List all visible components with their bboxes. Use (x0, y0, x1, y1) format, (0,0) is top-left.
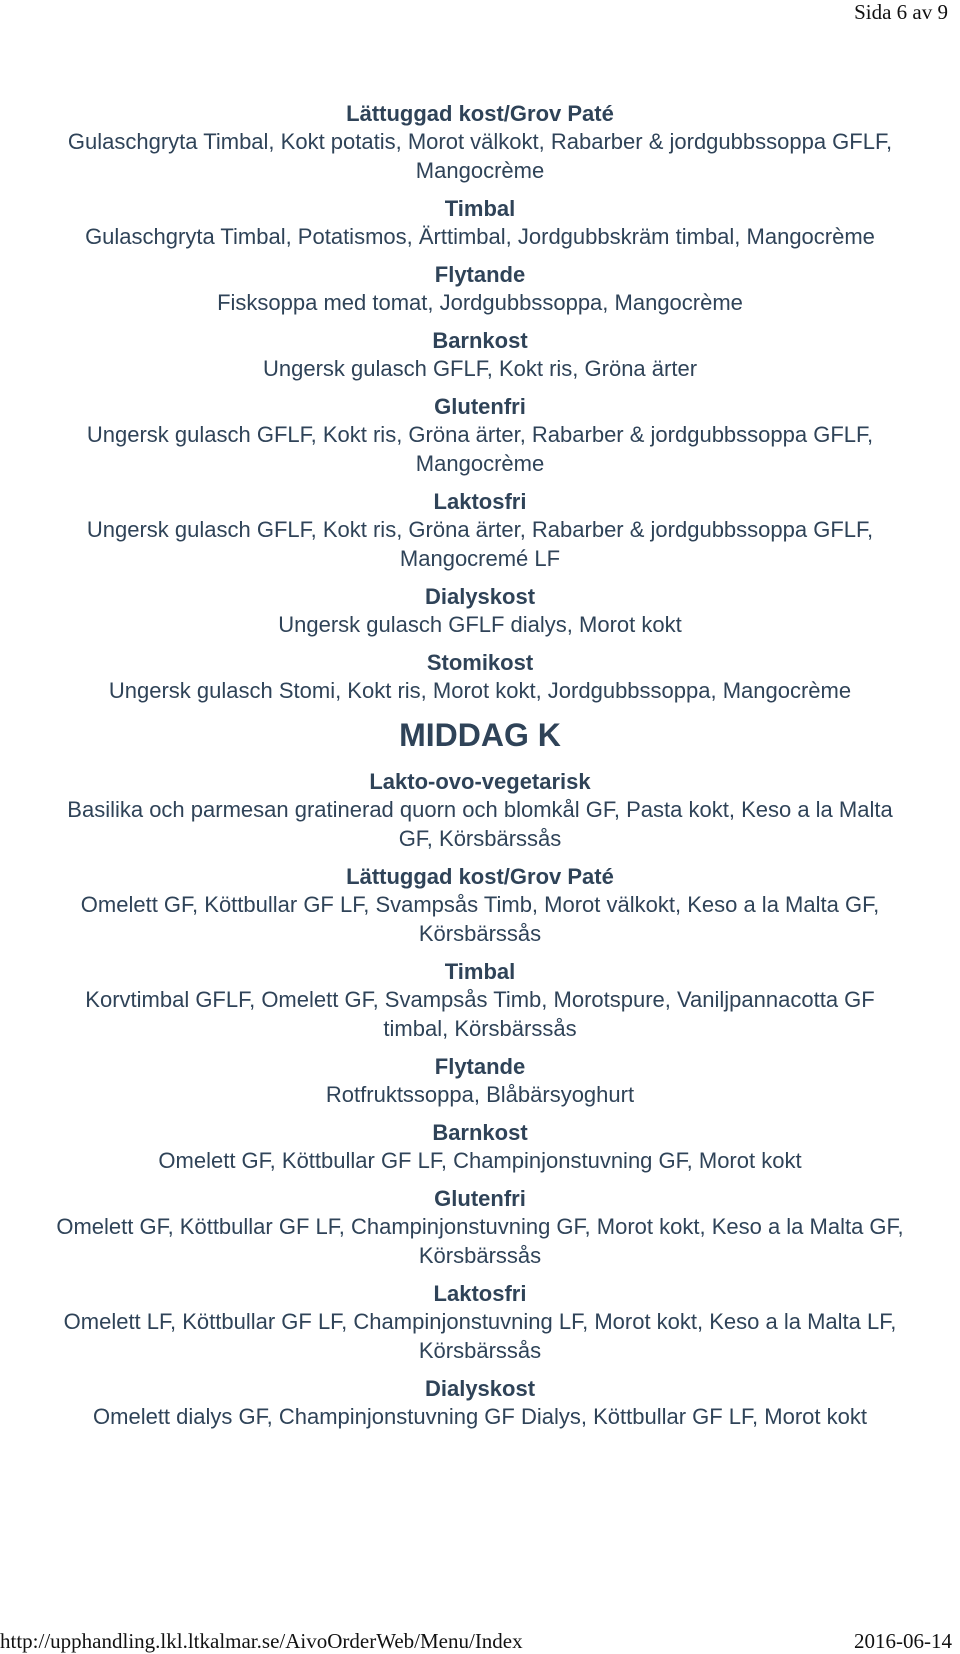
menu-entry (0, 100, 960, 185)
menu-entry (0, 1053, 960, 1109)
menu-entry (0, 195, 960, 251)
dish-list: Ungersk gulasch GFLF, Kokt ris, Gröna ärter, Rabarber & jordgubbssoppa GFLF, Mangocrème (86, 422, 874, 476)
diet-heading: Barnkost (432, 1120, 528, 1145)
diet-heading: Laktosfri (433, 489, 527, 514)
dish-list: Ungersk gulasch GFLF, Kokt ris, Gröna ärter (262, 356, 698, 381)
menu-content (0, 100, 960, 1441)
menu-entry (0, 261, 960, 317)
dish-list: Rotfruktssoppa, Blåbärsyoghurt (325, 1082, 635, 1107)
dish-list: Gulaschgryta Timbal, Potatismos, Ärttimbal, Jordgubbskräm timbal, Mangocrème (85, 224, 875, 249)
dish-list: Omelett GF, Köttbullar GF LF, Champinjonstuvning GF, Morot kokt, Keso a la Malta GF, Körsbärssås (56, 1214, 904, 1268)
diet-heading: Dialyskost (424, 584, 536, 609)
menu-entry (0, 649, 960, 705)
dish-list: Omelett dialys GF, Champinjonstuvning GF Dialys, Köttbullar GF LF, Morot kokt (93, 1404, 867, 1429)
dish-list: Omelett LF, Köttbullar GF LF, Champinjonstuvning LF, Morot kokt, Keso a la Malta LF, Körsbärssås (63, 1309, 897, 1363)
dish-list: Ungersk gulasch GFLF, Kokt ris, Gröna ärter, Rabarber & jordgubbssoppa GFLF, Mangocremé LF (86, 517, 874, 571)
menu-entry (0, 1280, 960, 1365)
diet-heading: Barnkost (432, 328, 528, 353)
dish-list: Basilika och parmesan gratinerad quorn och blomkål GF, Pasta kokt, Keso a la Malta GF, Körsbärssås (67, 797, 893, 851)
dish-list: Korvtimbal GFLF, Omelett GF, Svampsås Timb, Morotspure, Vaniljpannacotta GF timbal, Körsbärssås (85, 987, 875, 1041)
section-title: MIDDAG K (399, 717, 561, 753)
menu-entry (0, 958, 960, 1043)
dish-list: Ungersk gulasch Stomi, Kokt ris, Morot kokt, Jordgubbssoppa, Mangocrème (108, 678, 852, 703)
menu-entry (0, 488, 960, 573)
dish-list: Fisksoppa med tomat, Jordgubbssoppa, Mangocrème (217, 290, 743, 315)
menu-entry (0, 863, 960, 948)
menu-entry (0, 393, 960, 478)
diet-heading: Lättuggad kost/Grov Paté (346, 101, 614, 126)
menu-entry (0, 327, 960, 383)
dish-list: Omelett GF, Köttbullar GF LF, Champinjonstuvning GF, Morot kokt (158, 1148, 802, 1173)
page-number: Sida 6 av 9 (854, 0, 948, 24)
diet-heading: Laktosfri (433, 1281, 527, 1306)
menu-entry (0, 768, 960, 853)
diet-heading: Stomikost (426, 650, 534, 675)
menu-entry (0, 1375, 960, 1431)
diet-heading: Glutenfri (434, 394, 526, 419)
diet-heading: Flytande (434, 262, 526, 287)
diet-heading: Flytande (434, 1054, 526, 1079)
footer-url: http://upphandling.lkl.ltkalmar.se/AivoOrderWeb/Menu/Index (0, 1629, 523, 1653)
dish-list: Ungersk gulasch GFLF dialys, Morot kokt (278, 612, 682, 637)
menu-entry (0, 1119, 960, 1175)
menu-entry (0, 583, 960, 639)
footer-date: 2016-06-14 (854, 1629, 952, 1653)
diet-heading: Timbal (444, 196, 516, 221)
diet-heading: Lakto-ovo-vegetarisk (369, 769, 591, 794)
diet-heading: Lättuggad kost/Grov Paté (346, 864, 614, 889)
menu-entry (0, 1185, 960, 1270)
dish-list: Omelett GF, Köttbullar GF LF, Svampsås Timb, Morot välkokt, Keso a la Malta GF, Körsbärssås (80, 892, 880, 946)
diet-heading: Dialyskost (424, 1376, 536, 1401)
diet-heading: Glutenfri (434, 1186, 526, 1211)
dish-list: Gulaschgryta Timbal, Kokt potatis, Morot välkokt, Rabarber & jordgubbssoppa GFLF, Mangocrème (67, 129, 893, 183)
diet-heading: Timbal (444, 959, 516, 984)
page-footer (0, 1628, 960, 1654)
